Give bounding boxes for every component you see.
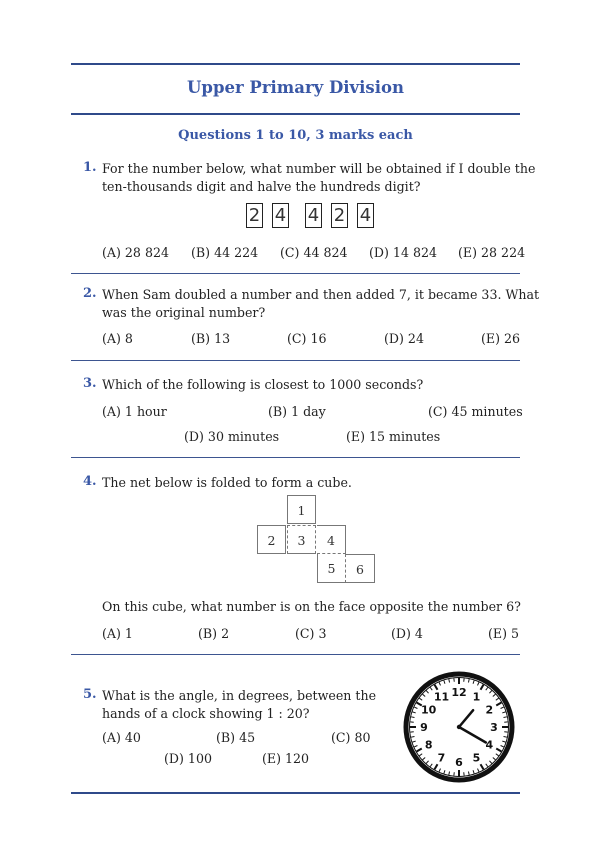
option-d[interactable]: (D) 4: [391, 626, 423, 641]
clock-numeral: 6: [455, 756, 463, 769]
clock-numeral: 8: [424, 738, 433, 752]
question-line: What is the angle, in degrees, between the: [102, 688, 377, 703]
option-b[interactable]: (B) 1 day: [268, 404, 326, 419]
clock-numeral: 9: [420, 721, 428, 734]
clock-numeral: 7: [437, 751, 446, 765]
clock-center: [457, 725, 461, 729]
clock-numeral: 11: [433, 690, 450, 704]
question-line: was the original number?: [102, 305, 266, 320]
question-line: Which of the following is closest to 1000 seconds?: [102, 377, 424, 392]
clock-numeral: 3: [490, 721, 498, 734]
net-face: 5: [317, 554, 346, 583]
net-face: 3: [287, 525, 316, 554]
net-face: 2: [257, 525, 286, 554]
option-b[interactable]: (B) 2: [198, 626, 230, 641]
option-b[interactable]: (B) 13: [191, 331, 231, 346]
option-d[interactable]: (D) 24: [384, 331, 424, 346]
question-divider: [71, 457, 520, 458]
option-a[interactable]: (A) 28 824: [102, 245, 169, 260]
option-c[interactable]: (C) 45 minutes: [428, 404, 523, 419]
question-line: For the number below, what number will be obtained if I double the: [102, 161, 536, 176]
clock-tick: [504, 736, 507, 737]
clock-tick: [411, 736, 414, 737]
option-e[interactable]: (E) 120: [262, 751, 310, 766]
option-c[interactable]: (C) 80: [331, 730, 371, 745]
option-e[interactable]: (E) 26: [481, 331, 521, 346]
option-a[interactable]: (A) 40: [102, 730, 141, 745]
question-number: 5.: [83, 687, 97, 702]
clock-numeral: 10: [421, 703, 437, 717]
clock-tick: [504, 717, 507, 718]
clock-numeral: 5: [472, 751, 481, 765]
question-divider: [71, 654, 520, 655]
question-divider: [71, 360, 520, 361]
question-line: hands of a clock showing 1 : 20?: [102, 706, 310, 721]
option-c[interactable]: (C) 44 824: [280, 245, 348, 260]
clock-face-icon: [403, 671, 515, 783]
clock-tick: [411, 717, 414, 718]
question-number: 3.: [83, 376, 97, 391]
question-number: 4.: [83, 474, 97, 489]
title-rule: [71, 113, 520, 115]
clock-tick: [468, 679, 469, 682]
question-number: 1.: [83, 160, 97, 175]
clock-numeral: 4: [485, 738, 494, 752]
clock-tick: [449, 679, 450, 682]
option-c[interactable]: (C) 3: [295, 626, 327, 641]
option-a[interactable]: (A) 1 hour: [102, 404, 167, 419]
net-face: 6: [346, 554, 375, 583]
question-line: ten-thousands digit and halve the hundreds digit?: [102, 179, 421, 194]
net-face: 4: [317, 525, 346, 554]
digit-box: 4: [357, 203, 374, 228]
digit-box: 2: [331, 203, 348, 228]
question-followup: On this cube, what number is on the face opposite the number 6?: [102, 599, 521, 614]
net-face: 1: [287, 495, 316, 524]
page-title: Upper Primary Division: [187, 78, 404, 97]
option-d[interactable]: (D) 14 824: [369, 245, 437, 260]
question-line: When Sam doubled a number and then added 7, it became 33. What: [102, 287, 540, 302]
bottom-rule: [71, 792, 520, 794]
question-divider: [71, 273, 520, 274]
digit-box: 2: [246, 203, 263, 228]
option-e[interactable]: (E) 15 minutes: [346, 429, 441, 444]
clock-numeral: 12: [451, 686, 467, 699]
clock-numeral: 2: [485, 703, 494, 717]
option-c[interactable]: (C) 16: [287, 331, 327, 346]
top-rule: [71, 63, 520, 65]
option-a[interactable]: (A) 1: [102, 626, 133, 641]
digit-box: 4: [305, 203, 322, 228]
clock-tick: [449, 772, 450, 775]
question-line: The net below is folded to form a cube.: [102, 475, 352, 490]
section-subtitle: Questions 1 to 10, 3 marks each: [178, 128, 413, 143]
option-d[interactable]: (D) 30 minutes: [184, 429, 280, 444]
question-number: 2.: [83, 286, 97, 301]
option-a[interactable]: (A) 8: [102, 331, 133, 346]
clock-tick: [468, 772, 469, 775]
option-d[interactable]: (D) 100: [164, 751, 212, 766]
clock-numeral: 1: [472, 690, 481, 704]
option-b[interactable]: (B) 45: [216, 730, 256, 745]
option-b[interactable]: (B) 44 224: [191, 245, 259, 260]
digit-box: 4: [272, 203, 289, 228]
option-e[interactable]: (E) 5: [488, 626, 520, 641]
option-e[interactable]: (E) 28 224: [458, 245, 526, 260]
